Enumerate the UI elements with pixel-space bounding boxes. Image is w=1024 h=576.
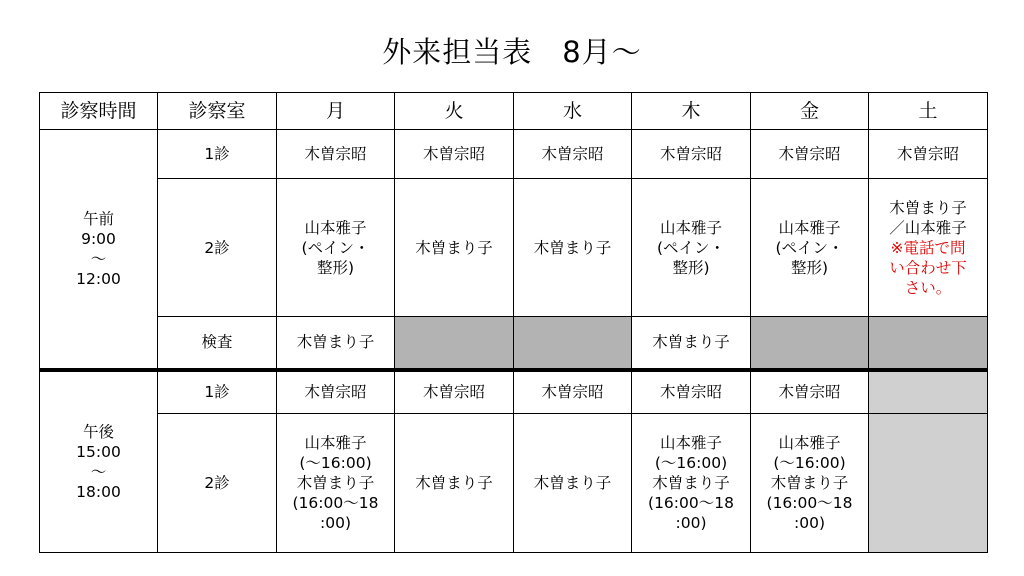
doctor-cell: 山本雅子 (～16:00) 木曽まり子 (16:00～18 :00) <box>751 414 869 553</box>
morning-row-1 <box>40 130 988 179</box>
doctor-cell: 木曽宗昭 <box>277 370 395 414</box>
doctor-cell: 木曽宗昭 <box>869 130 988 179</box>
header-room: 診察室 <box>158 93 277 130</box>
closed-cell <box>869 370 988 414</box>
room-cell: 2診 <box>158 414 277 553</box>
doctor-cell: 木曽宗昭 <box>632 370 751 414</box>
header-time: 診察時間 <box>40 93 158 130</box>
doctor-cell: 木曽まり子 <box>277 317 395 370</box>
phone-note: い合わせ下 <box>889 258 967 277</box>
header-fri: 金 <box>751 93 869 130</box>
doctor-cell: 木曽宗昭 <box>395 370 514 414</box>
doctor-cell: 木曽宗昭 <box>632 130 751 179</box>
doctor-cell: 木曽まり子 <box>514 179 632 317</box>
schedule-table <box>39 92 988 553</box>
header-wed: 水 <box>514 93 632 130</box>
morning-time: 午前 9:00 ～ 12:00 <box>40 130 158 370</box>
closed-cell <box>869 414 988 553</box>
doctor-cell: 山本雅子 (～16:00) 木曽まり子 (16:00～18 :00) <box>277 414 395 553</box>
doctor-cell: 木曽宗昭 <box>514 130 632 179</box>
doctor-cell: 木曽宗昭 <box>277 130 395 179</box>
afternoon-row-1 <box>40 370 988 414</box>
closed-cell <box>395 317 514 370</box>
closed-cell <box>869 317 988 370</box>
phone-note: ※電話で問 <box>890 238 966 257</box>
doctor-cell: 木曽まり子 <box>395 179 514 317</box>
doctor-cell: 木曽まり子 ／山本雅子 ※電話で問 い合わせ下 さい。 <box>869 179 988 317</box>
header-row <box>40 93 988 130</box>
doctor-cell: 木曽まり子 <box>395 414 514 553</box>
doctor-cell: 木曽宗昭 <box>514 370 632 414</box>
header-thu: 木 <box>632 93 751 130</box>
doctor-cell: 木曽宗昭 <box>395 130 514 179</box>
morning-row-3 <box>40 317 988 370</box>
doctor-cell: 山本雅子 (～16:00) 木曽まり子 (16:00～18 :00) <box>632 414 751 553</box>
room-cell: 検査 <box>158 317 277 370</box>
afternoon-row-2 <box>40 414 988 553</box>
room-cell: 2診 <box>158 179 277 317</box>
doctor-cell: 山本雅子 (ペイン・ 整形) <box>751 179 869 317</box>
closed-cell <box>514 317 632 370</box>
doctor-cell: 山本雅子 (ペイン・ 整形) <box>277 179 395 317</box>
doctor-cell: 木曽宗昭 <box>751 370 869 414</box>
doctor-cell: 山本雅子 (ペイン・ 整形) <box>632 179 751 317</box>
afternoon-time: 午後 15:00 ～ 18:00 <box>40 370 158 553</box>
doctor-cell: 木曽まり子 <box>514 414 632 553</box>
header-mon: 月 <box>277 93 395 130</box>
room-cell: 1診 <box>158 370 277 414</box>
header-tue: 火 <box>395 93 514 130</box>
doctor-cell: 木曽宗昭 <box>751 130 869 179</box>
phone-note: さい。 <box>904 278 952 297</box>
room-cell: 1診 <box>158 130 277 179</box>
page-title: 外来担当表 8月～ <box>382 35 642 69</box>
morning-row-2 <box>40 179 988 317</box>
closed-cell <box>751 317 869 370</box>
header-sat: 土 <box>869 93 988 130</box>
doctor-cell: 木曽まり子 <box>632 317 751 370</box>
